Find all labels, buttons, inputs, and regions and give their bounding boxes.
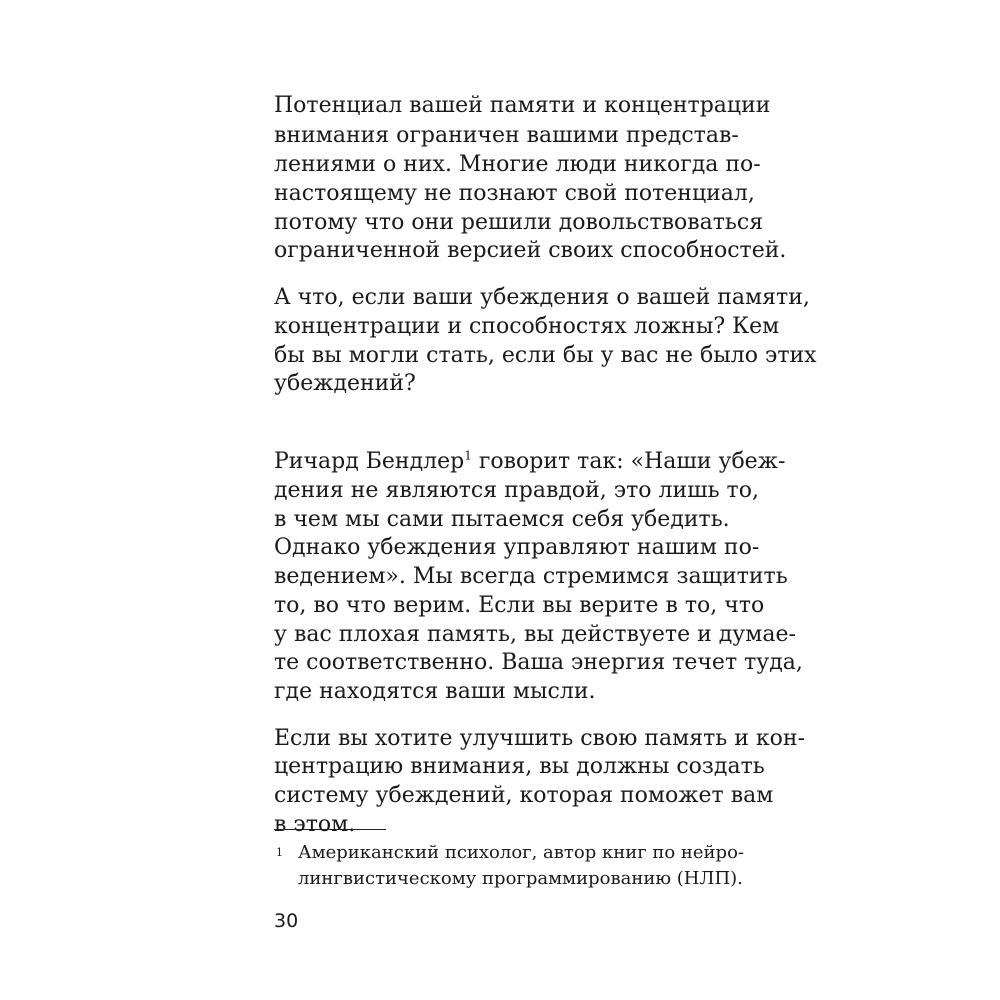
text-line: бы вы могли стать, если бы у вас не было этих: [274, 343, 817, 368]
page-number: 30: [274, 910, 299, 932]
text-line: убеждений?: [274, 371, 416, 396]
text-line: [274, 447, 786, 477]
text-line: ведением». Мы всегда стремимся защитить: [274, 564, 788, 589]
text-line: настоящему не познают свой потенциал,: [274, 181, 755, 206]
text-line: Потенциал вашей памяти и концентрации: [274, 93, 771, 118]
text-line: систему убеждений, которая поможет вам: [274, 783, 774, 808]
text-line: то, во что верим. Если вы верите в то, что: [274, 593, 765, 618]
text-line: где находятся ваши мысли.: [274, 679, 596, 704]
footnote-separator: [274, 829, 386, 830]
footnote-line: Американский психолог, автор книг по нейро-: [298, 842, 744, 863]
footnote-number: 1: [276, 846, 283, 859]
text-line: дения не являются правдой, это лишь то,: [274, 478, 759, 503]
text-line: у вас плохая память, вы действуете и думае-: [274, 622, 796, 647]
text-line: Если вы хотите улучшить свою память и кон-: [274, 726, 805, 751]
text-line: центрацию внимания, вы должны создать: [274, 754, 765, 779]
text-line: те соответственно. Ваша энергия течет туда,: [274, 650, 803, 675]
text-line: потому что они решили довольствоваться: [274, 210, 764, 235]
text-line: внимания ограничен вашими представ-: [274, 123, 739, 148]
text-line: лениями о них. Многие люди никогда по-: [274, 152, 761, 177]
text-line: в чем мы сами пытаемся себя убедить.: [274, 507, 730, 532]
text-fragment: говорит так: «Наши убеж-: [471, 449, 786, 474]
text-line: ограниченной версией своих способностей.: [274, 238, 787, 263]
text-line: в этом.: [274, 812, 356, 837]
text-line: Однако убеждения управляют нашим по-: [274, 535, 760, 560]
text-line: А что, если ваши убеждения о вашей памяти,: [274, 285, 810, 310]
footnote-reference: 1: [464, 448, 472, 463]
text-line: концентрации и способностях ложны? Кем: [274, 314, 780, 339]
author-name: Ричард Бендлер: [274, 449, 465, 474]
footnote-line: лингвистическому программированию (НЛП).: [298, 868, 743, 889]
